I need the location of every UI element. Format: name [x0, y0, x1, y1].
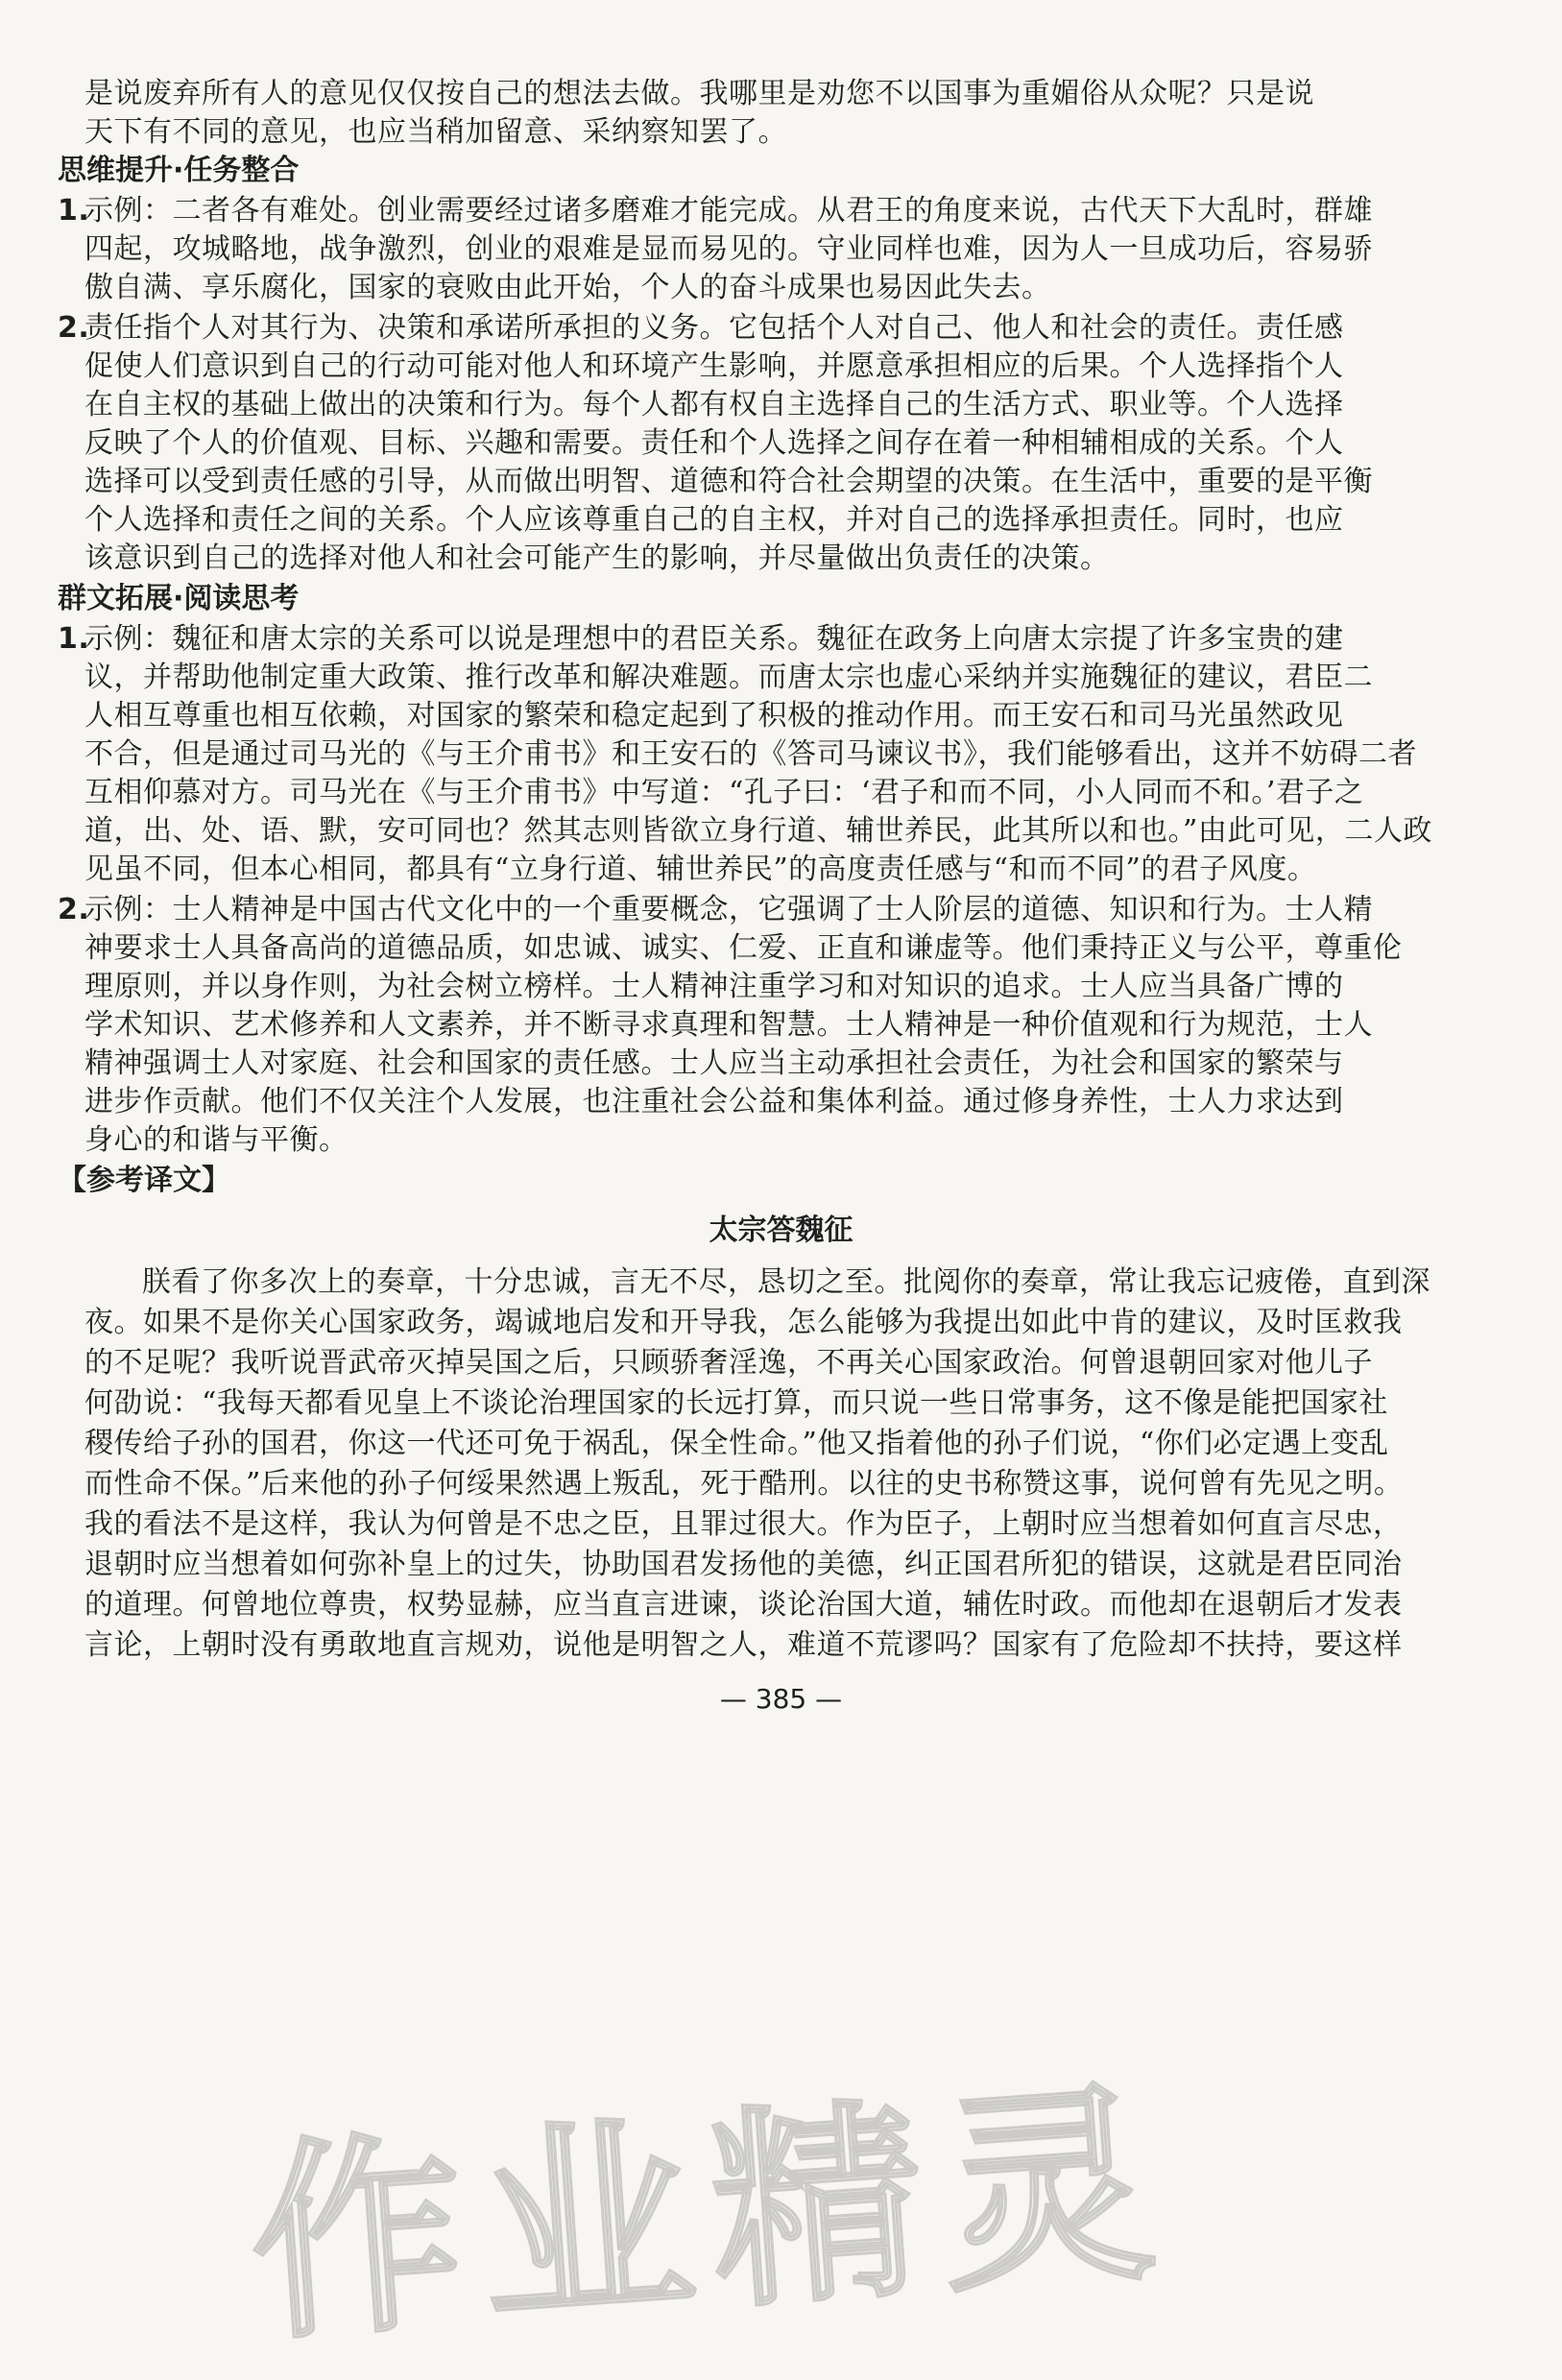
item-number: 1. [58, 194, 90, 228]
item-number: 1. [58, 622, 90, 656]
item-line: 不合，但是通过司马光的《与王介甫书》和王安石的《答司马谏议书》，我们能够看出，这并不妨碍二者 [84, 737, 1417, 771]
intro-line: 是说废弃所有人的意见仅仅按自己的想法去做。我哪里是劝您不以国事为重媚俗从众呢？只是说 [84, 77, 1314, 110]
translation-line: 夜。如果不是你关心国家政务，竭诚地启发和开导我，怎么能够为我提出如此中肯的建议，及时匡救我 [84, 1306, 1403, 1339]
item-line: 精神强调士人对家庭、社会和国家的责任感。士人应当主动承担社会责任，为社会和国家的繁荣与 [84, 1046, 1344, 1080]
translation-title: 太宗答魏征 [709, 1214, 853, 1247]
translation-line: 的道理。何曾地位尊贵，权势显赫，应当直言进谏，谈论治国大道，辅佐时政。而他却在退朝后才发表 [84, 1588, 1403, 1622]
translation-line: 退朝时应当想着如何弥补皇上的过失，协助国君发扬他的美德，纠正国君所犯的错误，这就是君臣同治 [84, 1548, 1403, 1581]
item-line: 傲自满、享乐腐化，国家的衰败由此开始，个人的奋斗成果也易因此失去。 [84, 271, 1051, 304]
item-line: 理原则，并以身作则，为社会树立榜样。士人精神注重学习和对知识的追求。士人应当具备广博的 [84, 970, 1344, 1003]
item-line: 责任指个人对其行为、决策和承诺所承担的义务。它包括个人对自己、他人和社会的责任。责任感 [84, 311, 1344, 345]
item-number: 2. [58, 893, 90, 926]
item-line: 神要求士人具备高尚的道德品质，如忠诚、诚实、仁爱、正直和谦虚等。他们秉持正义与公平，尊重伦 [84, 931, 1403, 965]
item-line: 示例：二者各有难处。创业需要经过诸多磨难才能完成。从君王的角度来说，古代天下大乱时，群雄 [84, 194, 1373, 228]
item-line: 促使人们意识到自己的行动可能对他人和环境产生影响，并愿意承担相应的后果。个人选择指个人 [84, 349, 1344, 383]
item-line: 反映了个人的价值观、目标、兴趣和需要。责任和个人选择之间存在着一种相辅相成的关系。个人 [84, 426, 1344, 460]
item-line: 人相互尊重也相互依赖，对国家的繁荣和稳定起到了积极的推动作用。而王安石和司马光虽然政见 [84, 699, 1344, 733]
item-line: 身心的和谐与平衡。 [84, 1123, 348, 1157]
translation-line: 的不足呢？我听说晋武帝灭掉吴国之后，只顾骄奢淫逸，不再关心国家政治。何曾退朝回家对他儿子 [84, 1346, 1373, 1380]
translation-line: 言论，上朝时没有勇敢地直言规劝，说他是明智之人，难道不荒谬吗？国家有了危险却不扶持，要这样 [84, 1628, 1403, 1662]
page-number: — 385 — [719, 1683, 843, 1715]
section-heading-reading: 群文拓展·阅读思考 [58, 582, 300, 615]
translation-line: 我的看法不是这样，我认为何曾是不忠之臣，且罪过很大。作为臣子，上朝时应当想着如何直言尽忠， [84, 1507, 1403, 1541]
section-heading-thinking: 思维提升·任务整合 [58, 154, 300, 187]
watermark-logo: 作业精灵 [243, 2059, 1181, 2370]
item-line: 议，并帮助他制定重大政策、推行改革和解决难题。而唐太宗也虚心采纳并实施魏征的建议，君臣二 [84, 661, 1373, 694]
item-line: 学术知识、艺术修养和人文素养，并不断寻求真理和智慧。士人精神是一种价值观和行为规范，士人 [84, 1008, 1373, 1042]
item-line: 在自主权的基础上做出的决策和行为。每个人都有权自主选择自己的生活方式、职业等。个人选择 [84, 388, 1344, 421]
item-line: 该意识到自己的选择对他人和社会可能产生的影响，并尽量做出负责任的决策。 [84, 541, 1110, 575]
translation-line: 何劭说：“我每天都看见皇上不谈论治理国家的长远打算，而只说一些日常事务，这不像是能把国家社 [84, 1386, 1388, 1420]
item-line: 互相仰慕对方。司马光在《与王介甫书》中写道：“孔子曰：‘君子和而不同，小人同而不和。’君子之 [84, 776, 1364, 809]
item-line: 四起，攻城略地，战争激烈，创业的艰难是显而易见的。守业同样也难，因为人一旦成功后，容易骄 [84, 232, 1373, 266]
translation-line: 朕看了你多次上的奏章，十分忠诚，言无不尽，恳切之至。批阅你的奏章，常让我忘记疲倦，直到深 [142, 1265, 1430, 1299]
translation-line: 而性命不保。”后来他的孙子何绥果然遇上叛乱，死于酷刑。以往的史书称赞这事，说何曾有先见之明。 [84, 1467, 1404, 1501]
item-line: 示例：士人精神是中国古代文化中的一个重要概念，它强调了士人阶层的道德、知识和行为。士人精 [84, 893, 1373, 926]
item-line: 示例：魏征和唐太宗的关系可以说是理想中的君臣关系。魏征在政务上向唐太宗提了许多宝贵的建 [84, 622, 1344, 656]
item-line: 个人选择和责任之间的关系。个人应该尊重自己的自主权，并对自己的选择承担责任。同时，也应 [84, 503, 1344, 537]
item-line: 道，出、处、语、默，安可同也？然其志则皆欲立身行道、辅世养民，此其所以和也。”由此可见，二人政 [84, 814, 1432, 848]
item-line: 见虽不同，但本心相同，都具有“立身行道、辅世养民”的高度责任感与“和而不同”的君子风度。 [84, 853, 1317, 886]
item-line: 进步作贡献。他们不仅关注个人发展，也注重社会公益和集体利益。通过修身养性，士人力求达到 [84, 1085, 1344, 1118]
item-number: 2. [58, 311, 90, 345]
reference-translation-label: 【参考译文】 [58, 1164, 230, 1197]
item-line: 选择可以受到责任感的引导，从而做出明智、道德和符合社会期望的决策。在生活中，重要的是平衡 [84, 465, 1373, 498]
translation-line: 稷传给子孙的国君，你这一代还可免于祸乱，保全性命。”他又指着他的孙子们说，“你们必定遇上变乱 [84, 1427, 1389, 1460]
intro-line: 天下有不同的意见，也应当稍加留意、采纳察知罢了。 [84, 115, 787, 149]
